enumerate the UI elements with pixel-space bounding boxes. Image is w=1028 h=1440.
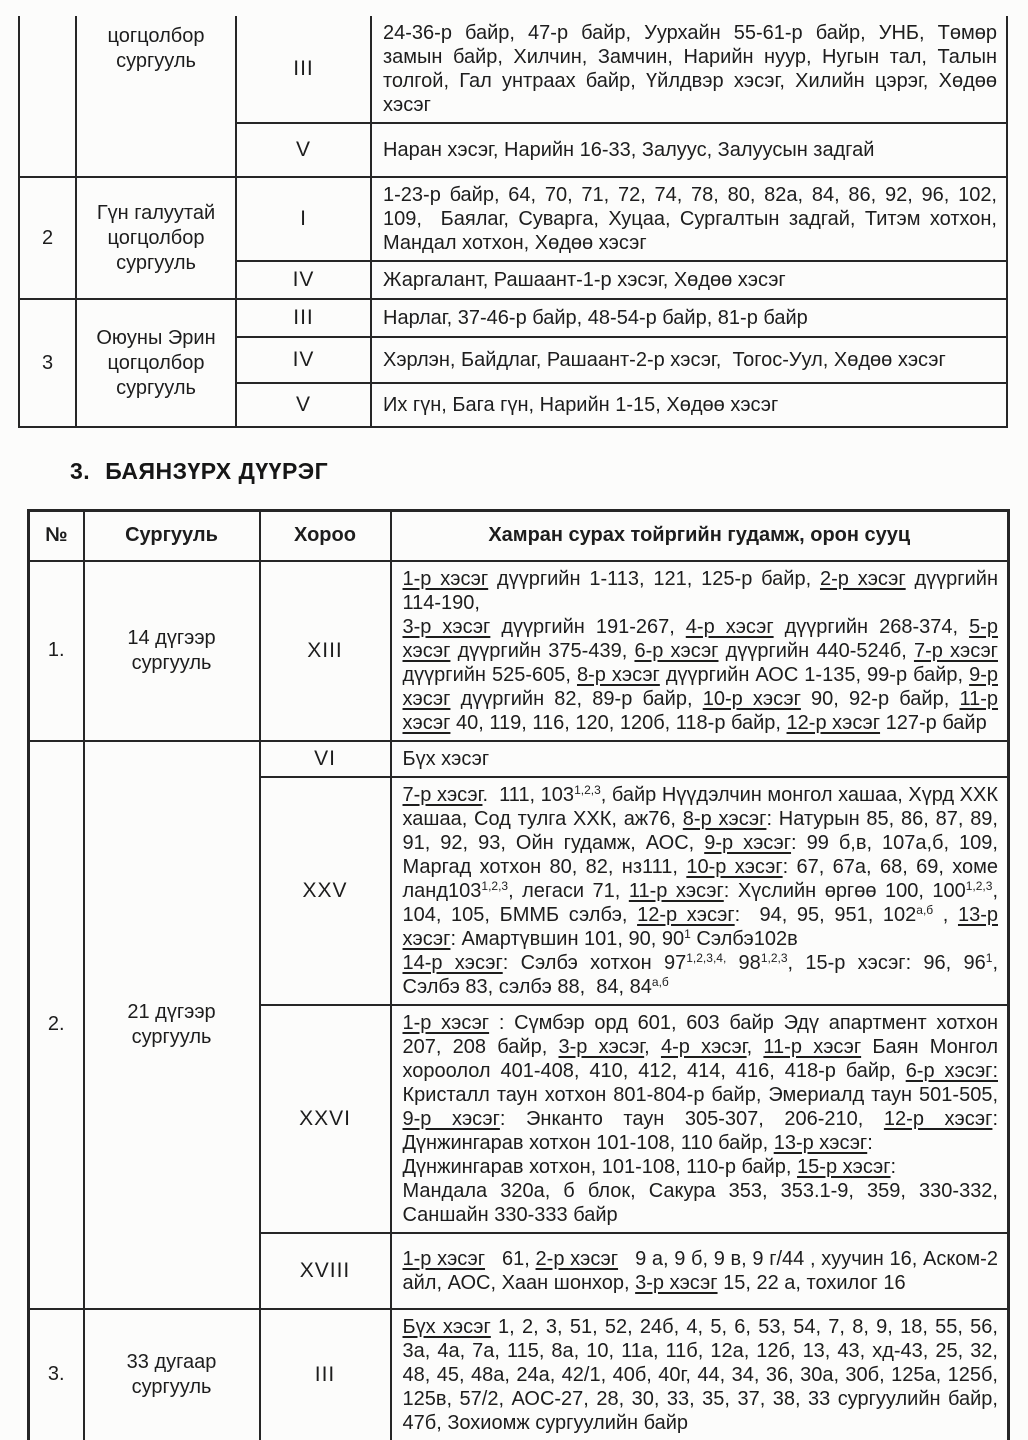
header-area: Хамран сурах тойргийн гудамж, орон сууц — [391, 511, 1009, 561]
cell-area: 1-р хэсэг : Сүмбэр орд 601, 603 байр Эдү апартмент хотхон 207, 208 байр, 3-р хэсэг, 4-р хэсэг, 11-р хэсэг Баян Монгол хороолол 401-408, 410, 412, 414, 416, 418-р байр, 6-р хэсэг: Кристалл таун хотхон 801-804-р байр, Эмериалд таун 501-505, 9-р хэсэг: Энканто таун 305-307, 206-210, 12-р хэсэг: Дүнжингарав хотхон 101-108, 110 байр, 13-р хэсэг: Дүнжингарав хотхон, 101-108, 110-р байр, 15-р хэсэг: Мандала 320а, б блок, Сакура 353, 353.1-9, 359, 330-332, Саншайн 330-333 байр — [391, 1005, 1009, 1233]
cell-no: 2 — [19, 177, 76, 299]
cell-khoroo: III — [260, 1309, 391, 1440]
cell-area: Бүх хэсэг — [391, 741, 1009, 777]
table-row — [19, 299, 1007, 337]
cell-area: 1-р хэсэг дүүргийн 1-113, 121, 125-р байр, 2-р хэсэг дүүргийн 114-190, 3-р хэсэг дүүргийн 191-267, 4-р хэсэг дүүргийн 268-374, 5-р хэсэг дүүргийн 375-439, 6-р хэсэг дүүргийн 440-524б, 7-р хэсэг дүүргийн 525-605, 8-р хэсэг дүүргийн АОС 1-135, 99-р байр, 9-р хэсэг дүүргийн 82, 89-р байр, 10-р хэсэг 90, 92-р байр, 11-р хэсэг 40, 119, 116, 120, 120б, 118-р байр, 12-р хэсэг 127-р байр — [391, 561, 1009, 741]
cell-area: Наран хэсэг, Нарийн 16-33, Залуус, Залуусын задгай — [371, 123, 1007, 177]
header-no: № — [29, 511, 84, 561]
table-row — [19, 16, 1007, 123]
cell-no: 3. — [29, 1309, 84, 1440]
cell-khoroo: V — [236, 123, 371, 177]
table-row — [29, 741, 1009, 777]
cell-area: Бүх хэсэг 1, 2, 3, 51, 52, 24б, 4, 5, 6, 53, 54, 7, 8, 9, 18, 55, 56, 3а, 4а, 7а, 115, 8а, 10, 11а, 11б, 12а, 12б, 13, 43, хд-43, 25, 32, 48, 45, 48а, 24а, 42/1, 40б, 40г, 44, 34, 36, 30а, 30б, 125а, 125б, 125в, 57/2, АОС-27, 28, 30, 33, 35, 37, 38, 33 сургуулийн байр, 47б, Зохиомж сургуулийн байр — [391, 1309, 1009, 1440]
table-row — [29, 561, 1009, 741]
cell-khoroo: III — [236, 299, 371, 337]
cell-khoroo: III — [236, 16, 371, 123]
table-row — [19, 177, 1007, 261]
cell-school: 14 дүгээр сургууль — [84, 561, 260, 741]
cell-no: 1. — [29, 561, 84, 741]
section-heading — [70, 458, 1028, 485]
cell-area: Их гүн, Бага гүн, Нарийн 1-15, Хөдөө хэсэг — [371, 383, 1007, 427]
header-khoroo: Хороо — [260, 511, 391, 561]
cell-khoroo: VI — [260, 741, 391, 777]
district-table — [27, 509, 1010, 1440]
cell-area: 24-36-р байр, 47-р байр, Уурхайн 55-61-р байр, УНБ, Төмөр замын байр, Хилчин, Замчин, Нарийн нуур, Нугын тал, Талын толгой, Гал унтраах байр, Үйлдвэр хэсэг, Хилийн цэрэг, Хөдөө хэсэг — [371, 16, 1007, 123]
cell-khoroo: XXVI — [260, 1005, 391, 1233]
cell-khoroo: XIII — [260, 561, 391, 741]
cell-area: 1-р хэсэг 61, 2-р хэсэг 9 а, 9 б, 9 в, 9 г/44 , хуучин 16, Аском-2 айл, АОС, Хаан шонхор, 3-р хэсэг 15, 22 а, тохилог 16 — [391, 1233, 1009, 1309]
cell-no: 2. — [29, 741, 84, 1309]
table-row — [29, 1309, 1009, 1440]
cell-khoroo: IV — [236, 261, 371, 299]
cell-area: Жаргалант, Рашаант-1-р хэсэг, Хөдөө хэсэг — [371, 261, 1007, 299]
header-school: Сургууль — [84, 511, 260, 561]
table-header-row — [29, 511, 1009, 561]
cell-khoroo: IV — [236, 337, 371, 383]
cell-khoroo: XXV — [260, 777, 391, 1005]
section-number: 3. — [70, 458, 91, 484]
cell-no — [19, 16, 76, 177]
cell-area: Нарлаг, 37-46-р байр, 48-54-р байр, 81-р байр — [371, 299, 1007, 337]
cell-khoroo: I — [236, 177, 371, 261]
cell-khoroo: V — [236, 383, 371, 427]
cell-area: 7-р хэсэг. 111, 103$^{1,2,3}$, байр Нүүдэлчин монгол хашаа, Хүрд ХХК хашаа, Сод тулга ХХК, аж76, 8-р хэсэг: Натурын 85, 86, 87, 89, 91, 92, 93, Ойн гудамж, АОС, 9-р хэсэг: 99 б,в, 107а,б, 109, Маргад хотхон 80, 82, нз111, 10-р хэсэг: 67, 67а, 68, 69, хоме ланд103$^{1,2,3}$, легаси 71, 11-р хэсэг: Хүслийн өргөө 100, 100$^{1,2,3}$, 104, 105, БММБ сэлбэ, 12-р хэсэг: 94, 95, 951, $102^{а,б}$ , 13-р хэсэг: Амартүвшин 101, 90, $90^1$ Сэлбэ102в 14-р хэсэг: Сэлбэ хотхон $97^{1,2,3,4,}$ 98$^{1,2,3}$, 15-р хэсэг: 96, $96^1$, Сэлбэ 83, сэлбэ 88, 84, $84^{а,б}$ — [391, 777, 1009, 1005]
cell-area: 1-23-р байр, 64, 70, 71, 72, 74, 78, 80, 82а, 84, 86, 92, 96, 102, 109, Баялаг, Суварга, Хуцаа, Сургалтын задгай, Титэм хотхон, Мандал хотхон, Хөдөө хэсэг — [371, 177, 1007, 261]
cell-area: Хэрлэн, Байдлаг, Рашаант-2-р хэсэг, Тогос-Уул, Хөдөө хэсэг — [371, 337, 1007, 383]
cell-school: 21 дүгээр сургууль — [84, 741, 260, 1309]
cell-school: Оюуны Эрин цогцолбор сургууль — [76, 299, 236, 427]
cell-school: 33 дугаар сургууль — [84, 1309, 260, 1440]
continued-school-table — [18, 16, 1008, 428]
cell-khoroo: XVIII — [260, 1233, 391, 1309]
cell-no: 3 — [19, 299, 76, 427]
section-title: БАЯНЗҮРХ ДҮҮРЭГ — [105, 458, 329, 484]
cell-school: цогцолбор сургууль — [76, 16, 236, 177]
cell-school: Гүн галуутай цогцолбор сургууль — [76, 177, 236, 299]
